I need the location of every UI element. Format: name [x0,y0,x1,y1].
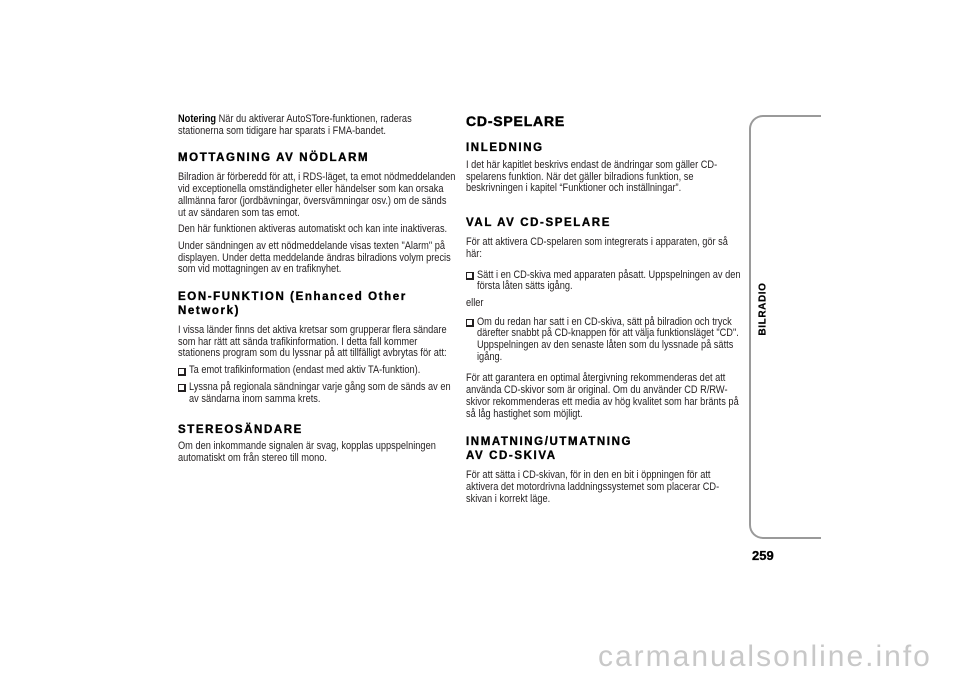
heading-emergency-reception: MOTTAGNING AV NÖDLARM [178,152,370,165]
emergency-paragraph-1: Bilradion är förberedd för att, i RDS-läget, ta emot nödmeddelanden vid exceptionella omständigheter eller händelser som kan orsaka allmänna faror (jordbävningar, översvämningar osv.) om de sänds ut av sändaren som tas emot. [178,171,456,219]
bullet-item [466,270,744,293]
emergency-paragraph-2: Den här funktionen aktiveras automatiskt och kan inte inaktiveras. [178,223,448,236]
heading-eon-line-1: EON-FUNKTION (Enhanced Other [178,291,407,304]
bullet-item [178,365,456,377]
heading-insert-line-2: AV CD-SKIVA [466,449,557,462]
eon-bullet-2: Lyssna på regionala sändningar varje gång som de sänds av en av sändarna inom samma krets. [189,380,451,405]
heading-select-cd-player: VAL AV CD-SPELARE [466,217,611,230]
note-text: När du aktiverar AutoSTore-funktionen, raderas stationerna som tidigare har sparats i FMA-bandet. [178,113,412,137]
eon-bullet-1: Ta emot trafikinformation (endast med aktiv TA-funktion). [189,364,421,377]
select-or: eller [466,296,484,309]
heading-introduction: INLEDNING [466,142,544,154]
bullet-item [466,317,744,364]
section-tab-label: BILRADIO [757,282,769,336]
left-column [178,114,456,465]
emergency-paragraph-3: Under sändningen av ett nödmeddelande visas texten "Alarm" på displayen. Under detta meddelande ändras bilradions volym precis som vid mottagningen av en trafiknyhet. [178,239,451,276]
watermark: carmanualsonline.info [598,640,932,673]
stereo-paragraph: Om den inkommande signalen är svag, kopplas uppspelningen automatiskt om från stereo till mono. [178,440,436,464]
square-bullet-icon [466,272,474,280]
select-bullet-2: Om du redan har satt i en CD-skiva, sätt på bilradion och tryck därefter snabbt på CD-knappen för att välja funktionsläget "CD". Uppspelningen av den senaste låten som du lyssnade på sätts igång. [477,315,739,363]
heading-eon-line-2: Network) [178,304,241,317]
chapter-title: CD-SPELARE [466,113,566,129]
heading-insert-eject [466,436,744,463]
note-paragraph [178,114,456,137]
square-bullet-icon [178,384,186,392]
heading-eon-function [178,291,456,318]
right-column [466,113,744,505]
introduction-paragraph: I det här kapitlet beskrivs endast de ändringar som gäller CD-spelarens funktion. När det gäller bilradions funktion, se beskrivningen i kapitel “Funktioner och inställningar”. [466,159,718,195]
square-bullet-icon [178,368,186,376]
select-note: För att garantera en optimal återgivning rekommenderas det att använda CD-skivor som är original. Om du använder CD R/RW-skivor rekommenderas ett media av hög kvalitet som har bränts på så låg hastighet som möjligt. [466,372,739,420]
note-label: Notering [178,113,216,125]
select-bullet-1: Sätt i en CD-skiva med apparaten påsatt. Uppspelningen av den första låten sätts igång. [477,268,741,293]
bullet-item [178,382,456,405]
square-bullet-icon [466,319,474,327]
select-intro: För att aktivera CD-spelaren som integrerats i apparaten, gör så här: [466,236,728,260]
insert-paragraph: För att sätta i CD-skivan, för in den en bit i öppningen för att aktivera det motordrivna laddningssystemet som placerar CD-skivan i korrekt läge. [466,469,720,505]
page-number: 259 [752,548,774,563]
heading-stereo-station: STEREOSÄNDARE [178,424,303,437]
heading-insert-line-1: INMATNING/UTMATNING [466,436,633,449]
eon-intro: I vissa länder finns det aktiva kretsar som grupperar flera sändare som har rätt att sända trafikinformation. I detta fall kommer stationens program som du lyssnar på att tillfälligt avbrytas för att: [178,324,447,360]
